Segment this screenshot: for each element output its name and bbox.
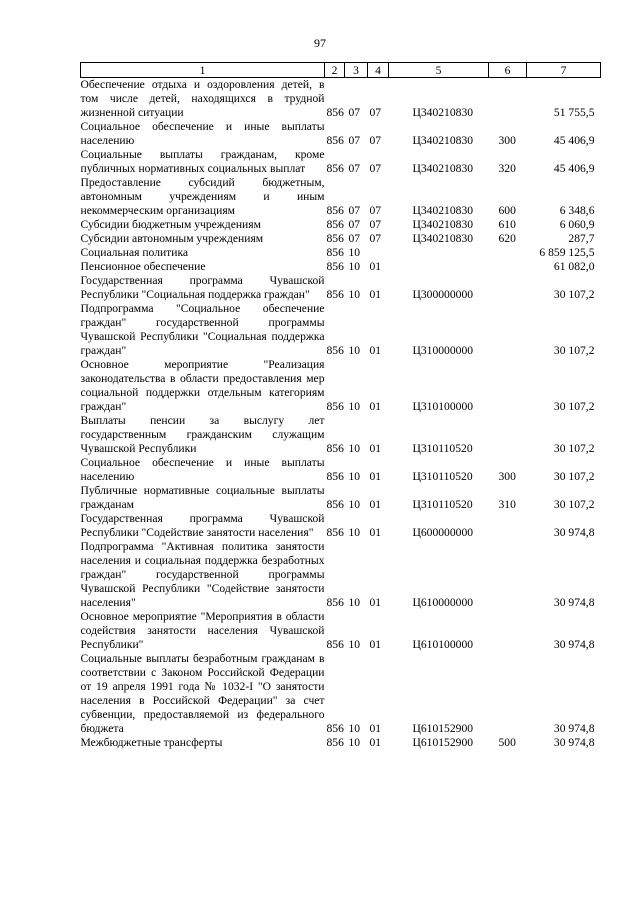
row-name: Пенсионное обеспечение	[80, 260, 206, 273]
row-subsection: 01	[369, 260, 382, 273]
row-amount: 30 107,2	[553, 470, 595, 483]
column-header-5: 5	[389, 63, 489, 78]
row-name: Субсидии автономным учреждениям	[80, 232, 264, 245]
row-section: 10	[348, 736, 361, 749]
row-grbs: 856	[326, 204, 344, 217]
row-subsection: 01	[369, 638, 382, 651]
row-name: Основное мероприятие "Мероприятия в области содействия занятости населения Чувашской Республики"	[80, 610, 325, 651]
row-amount: 30 107,2	[553, 400, 595, 413]
table-header-row	[81, 63, 601, 78]
row-grbs: 856	[326, 134, 344, 147]
row-amount: 45 406,9	[553, 134, 595, 147]
row-section: 10	[348, 400, 361, 413]
row-section: 10	[348, 498, 361, 511]
row-subsection: 07	[369, 218, 382, 231]
row-grbs: 856	[326, 736, 344, 749]
row-target-article: Ц340210830	[412, 162, 474, 175]
row-target-article: Ц300000000	[412, 288, 474, 301]
table-row	[81, 414, 601, 456]
column-header-7: 7	[527, 63, 601, 78]
budget-table	[80, 62, 601, 750]
row-grbs: 856	[326, 638, 344, 651]
row-amount: 30 974,8	[553, 736, 595, 749]
row-expense-type	[489, 302, 527, 358]
row-expense-type	[489, 512, 527, 540]
row-amount: 30 974,8	[553, 596, 595, 609]
row-subsection: 01	[369, 736, 382, 749]
column-header-3: 3	[345, 63, 368, 78]
row-subsection: 01	[369, 288, 382, 301]
row-subsection: 01	[369, 526, 382, 539]
row-section: 07	[348, 218, 361, 231]
row-expense-type: 620	[498, 232, 516, 245]
row-name: Публичные нормативные социальные выплаты гражданам	[80, 484, 325, 511]
row-grbs: 856	[326, 400, 344, 413]
row-name: Подпрограмма "Социальное обеспечение граждан" государственной программы Чувашской Республики "Социальная поддержка граждан"	[80, 302, 325, 357]
row-target-article	[389, 260, 489, 274]
row-target-article	[389, 246, 489, 260]
row-amount: 30 107,2	[553, 288, 595, 301]
row-section: 10	[348, 442, 361, 455]
row-target-article: Ц310110520	[412, 470, 473, 483]
row-expense-type	[489, 610, 527, 652]
row-target-article: Ц310100000	[412, 400, 474, 413]
row-amount: 30 974,8	[553, 526, 595, 539]
row-target-article: Ц340210830	[412, 134, 474, 147]
row-name: Обеспечение отдыха и оздоровления детей, в том числе детей, находящихся в трудной жизненной ситуации	[80, 78, 325, 119]
row-subsection: 07	[369, 162, 382, 175]
row-subsection: 01	[369, 470, 382, 483]
row-amount: 6 348,6	[559, 204, 595, 217]
row-expense-type	[489, 652, 527, 736]
row-subsection: 01	[369, 442, 382, 455]
row-amount: 61 082,0	[553, 260, 595, 273]
row-name: Основное мероприятие "Реализация законодательства в области предоставления мер социальной поддержки отдельным категориям граждан"	[80, 358, 325, 413]
row-amount: 30 107,2	[553, 344, 595, 357]
row-section: 07	[348, 232, 361, 245]
page-number: 97	[314, 36, 326, 50]
row-target-article: Ц600000000	[412, 526, 474, 539]
row-grbs: 856	[326, 344, 344, 357]
table-row	[81, 302, 601, 358]
row-section: 10	[348, 722, 361, 735]
row-target-article: Ц340210830	[412, 204, 474, 217]
row-target-article: Ц310110520	[412, 442, 473, 455]
row-section: 10	[348, 596, 361, 609]
row-amount: 6 060,9	[559, 218, 595, 231]
row-subsection: 07	[369, 134, 382, 147]
row-target-article: Ц610000000	[412, 596, 474, 609]
row-subsection: 01	[369, 344, 382, 357]
table-row	[81, 78, 601, 121]
row-section: 10	[348, 344, 361, 357]
row-target-article: Ц610152900	[412, 736, 474, 749]
row-expense-type: 310	[498, 498, 516, 511]
table-row	[81, 652, 601, 736]
table-row	[81, 456, 601, 484]
row-section: 10	[348, 470, 361, 483]
row-subsection: 01	[369, 596, 382, 609]
column-header-6: 6	[489, 63, 527, 78]
table-body	[81, 78, 601, 751]
row-target-article: Ц610152900	[412, 722, 474, 735]
row-expense-type	[489, 260, 527, 274]
row-section: 07	[348, 134, 361, 147]
row-expense-type	[489, 274, 527, 302]
row-grbs: 856	[326, 288, 344, 301]
table-row	[81, 512, 601, 540]
row-grbs: 856	[326, 260, 344, 273]
table-row	[81, 218, 601, 232]
row-amount: 51 755,5	[553, 106, 595, 119]
row-target-article: Ц610100000	[412, 638, 474, 651]
row-expense-type: 320	[498, 162, 516, 175]
table-row	[81, 736, 601, 750]
row-expense-type	[489, 414, 527, 456]
table-row	[81, 610, 601, 652]
row-name: Государственная программа Чувашской Республики "Содействие занятости населения"	[80, 512, 325, 539]
row-name: Субсидии бюджетным учреждениям	[80, 218, 261, 231]
row-subsection	[368, 246, 389, 260]
row-target-article: Ц340210830	[412, 232, 474, 245]
row-section: 07	[348, 106, 361, 119]
row-section: 10	[348, 526, 361, 539]
row-name: Социальная политика	[80, 246, 189, 259]
row-section: 10	[348, 638, 361, 651]
row-grbs: 856	[326, 442, 344, 455]
column-header-4: 4	[368, 63, 389, 78]
row-amount: 287,7	[568, 232, 595, 245]
row-name: Предоставление субсидий бюджетным, автономным учреждениям и иным некоммерческим организациям	[80, 176, 325, 217]
row-subsection: 07	[369, 106, 382, 119]
row-expense-type: 600	[498, 204, 516, 217]
row-name: Подпрограмма "Активная политика занятости населения и социальная поддержка безработных граждан" государственной программы Чувашской Республики "Содействие занятости населения"	[80, 540, 325, 609]
row-expense-type	[489, 358, 527, 414]
row-expense-type	[489, 78, 527, 121]
row-subsection: 01	[369, 400, 382, 413]
table-row	[81, 148, 601, 176]
row-grbs: 856	[326, 246, 344, 259]
table-row	[81, 176, 601, 218]
column-header-2: 2	[325, 63, 345, 78]
row-grbs: 856	[326, 470, 344, 483]
row-amount: 30 974,8	[553, 638, 595, 651]
row-section: 07	[348, 162, 361, 175]
row-grbs: 856	[326, 218, 344, 231]
row-grbs: 856	[326, 232, 344, 245]
row-subsection: 01	[369, 498, 382, 511]
row-name: Межбюджетные трансферты	[80, 736, 223, 749]
row-subsection: 07	[369, 232, 382, 245]
table-row	[81, 232, 601, 246]
table-row	[81, 484, 601, 512]
row-amount: 30 107,2	[553, 498, 595, 511]
row-section: 10	[348, 246, 361, 259]
row-target-article: Ц310110520	[412, 498, 473, 511]
row-section: 10	[348, 288, 361, 301]
row-grbs: 856	[326, 162, 344, 175]
row-amount: 45 406,9	[553, 162, 595, 175]
row-section: 07	[348, 204, 361, 217]
table-row	[81, 120, 601, 148]
row-expense-type: 300	[498, 134, 516, 147]
row-target-article: Ц340210830	[412, 106, 474, 119]
row-target-article: Ц340210830	[412, 218, 474, 231]
row-expense-type	[489, 246, 527, 260]
row-name: Выплаты пенсии за выслугу лет государственным гражданским служащим Чувашской Республики	[80, 414, 325, 455]
row-amount: 30 974,8	[553, 722, 595, 735]
row-name: Социальные выплаты безработным гражданам в соответствии с Законом Российской Федерации от 19 апреля 1991 года № 1032-I "О занятости населения в Российской Федерации" за счет субвенции, предоставляемой из федерального бюджета	[80, 652, 325, 735]
row-name: Социальное обеспечение и иные выплаты населению	[80, 120, 325, 147]
row-grbs: 856	[326, 498, 344, 511]
row-name: Социальное обеспечение и иные выплаты населению	[80, 456, 325, 483]
row-grbs: 856	[326, 106, 344, 119]
row-amount: 6 859 125,5	[539, 246, 595, 259]
table-row	[81, 358, 601, 414]
row-grbs: 856	[326, 596, 344, 609]
row-expense-type: 300	[498, 470, 516, 483]
row-subsection: 01	[369, 722, 382, 735]
row-grbs: 856	[326, 526, 344, 539]
row-target-article: Ц310000000	[412, 344, 474, 357]
row-grbs: 856	[326, 722, 344, 735]
row-name: Государственная программа Чувашской Республики "Социальная поддержка граждан"	[80, 274, 325, 301]
column-header-1: 1	[81, 63, 325, 78]
row-expense-type: 610	[498, 218, 516, 231]
row-name: Социальные выплаты гражданам, кроме публичных нормативных социальных выплат	[80, 148, 325, 175]
table-row	[81, 260, 601, 274]
row-expense-type: 500	[498, 736, 516, 749]
row-subsection: 07	[369, 204, 382, 217]
row-expense-type	[489, 540, 527, 610]
row-amount: 30 107,2	[553, 442, 595, 455]
table-row	[81, 540, 601, 610]
table-row	[81, 274, 601, 302]
table-row	[81, 246, 601, 260]
row-section: 10	[348, 260, 361, 273]
